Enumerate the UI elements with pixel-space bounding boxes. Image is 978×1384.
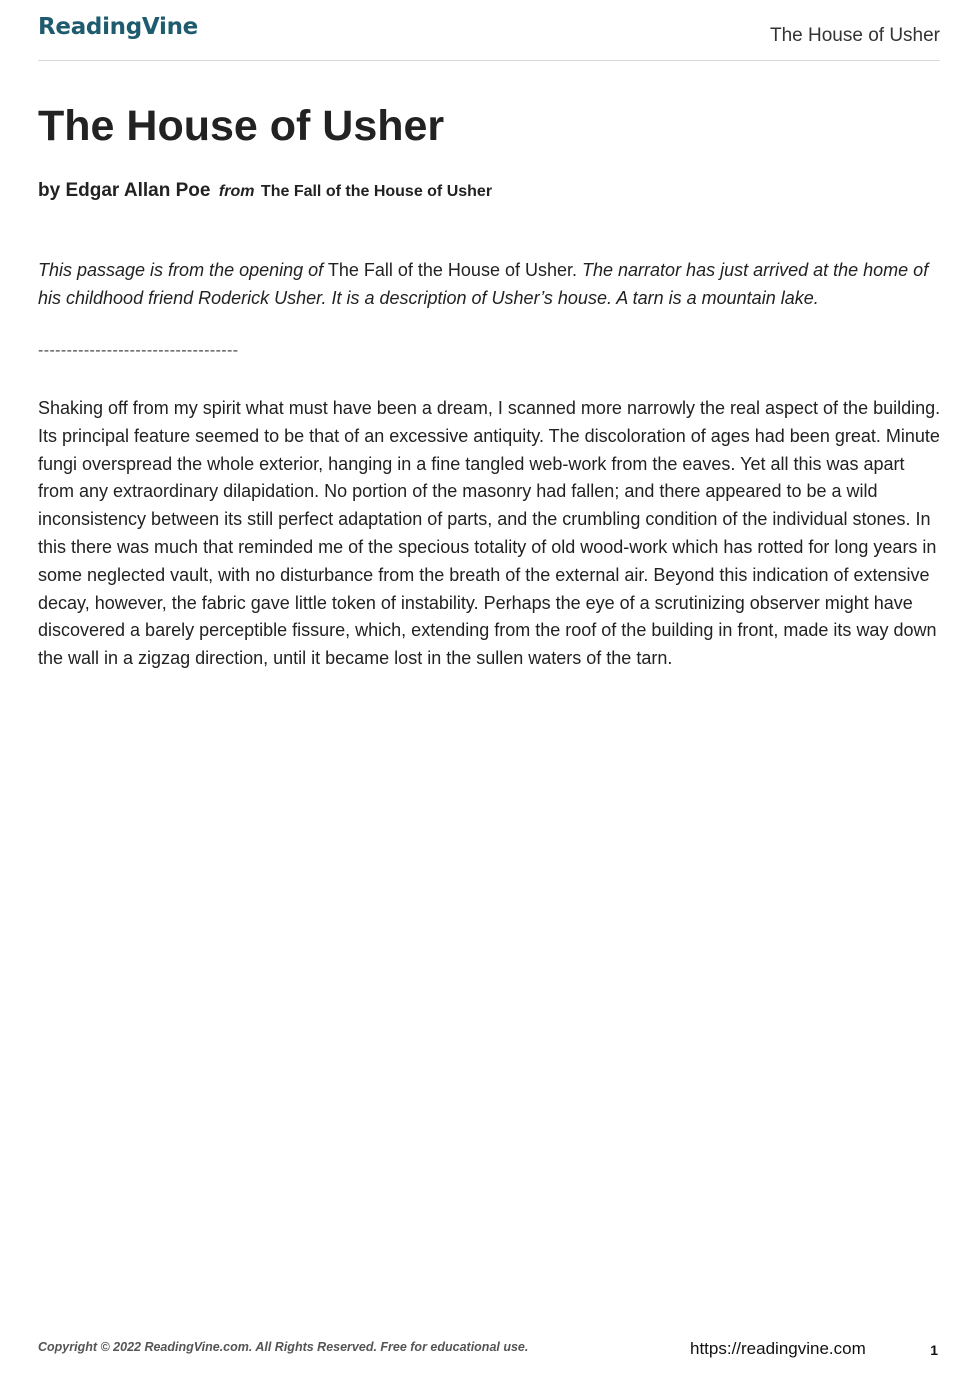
footer-url-link[interactable]: https://readingvine.com: [690, 1339, 866, 1358]
intro-work-title: The Fall of the House of Usher.: [327, 260, 577, 280]
byline: [38, 180, 492, 202]
from-label: from: [218, 183, 255, 200]
source-title: The Fall of the House of Usher: [260, 183, 493, 200]
header-title: The House of Usher: [769, 25, 940, 46]
document-title: The House of Usher: [38, 102, 445, 150]
text-divider: -----------------------------------: [38, 342, 239, 359]
intro-part-2: The narrator has just arrived at the home of his childhood friend Roderick Usher. It is a description of Usher’s house. A tarn is a mountain lake.: [38, 260, 929, 308]
author: by Edgar Allan Poe: [38, 180, 211, 201]
page-number: 1: [930, 1342, 938, 1358]
footer-copyright: Copyright © 2022 ReadingVine.com. All Rights Reserved. Free for educational use.: [38, 1340, 529, 1354]
intro-paragraph: [38, 256, 948, 312]
readingvine-logo[interactable]: ReadingVine: [38, 14, 198, 40]
intro-part-1: This passage is from the opening of: [38, 260, 324, 280]
passage-paragraph: Shaking off from my spirit what must have been a dream, I scanned more narrowly the real aspect of the building. Its principal feature seemed to be that of an excessive antiquity. The discoloration of ages had been great. Minute fungi overspread the whole exterior, hanging in a fine tangled web-work from the eaves. Yet all this was apart from any extraordinary dilapidation. No portion of the masonry had fallen; and there appeared to be a wild inconsistency between its still perfect adaptation of parts, and the crumbling condition of the individual stones. In this there was much that reminded me of the specious totality of old wood-work which has rotted for long years in some neglected vault, with no disturbance from the breath of the external air. Beyond this indication of extensive decay, however, the fabric gave little token of instability. Perhaps the eye of a scrutinizing observer might have discovered a barely perceptible fissure, which, extending from the roof of the building in front, made its way down the wall in a zigzag direction, until it became lost in the sullen waters of the tarn.: [38, 398, 941, 669]
page-header: [38, 0, 940, 61]
